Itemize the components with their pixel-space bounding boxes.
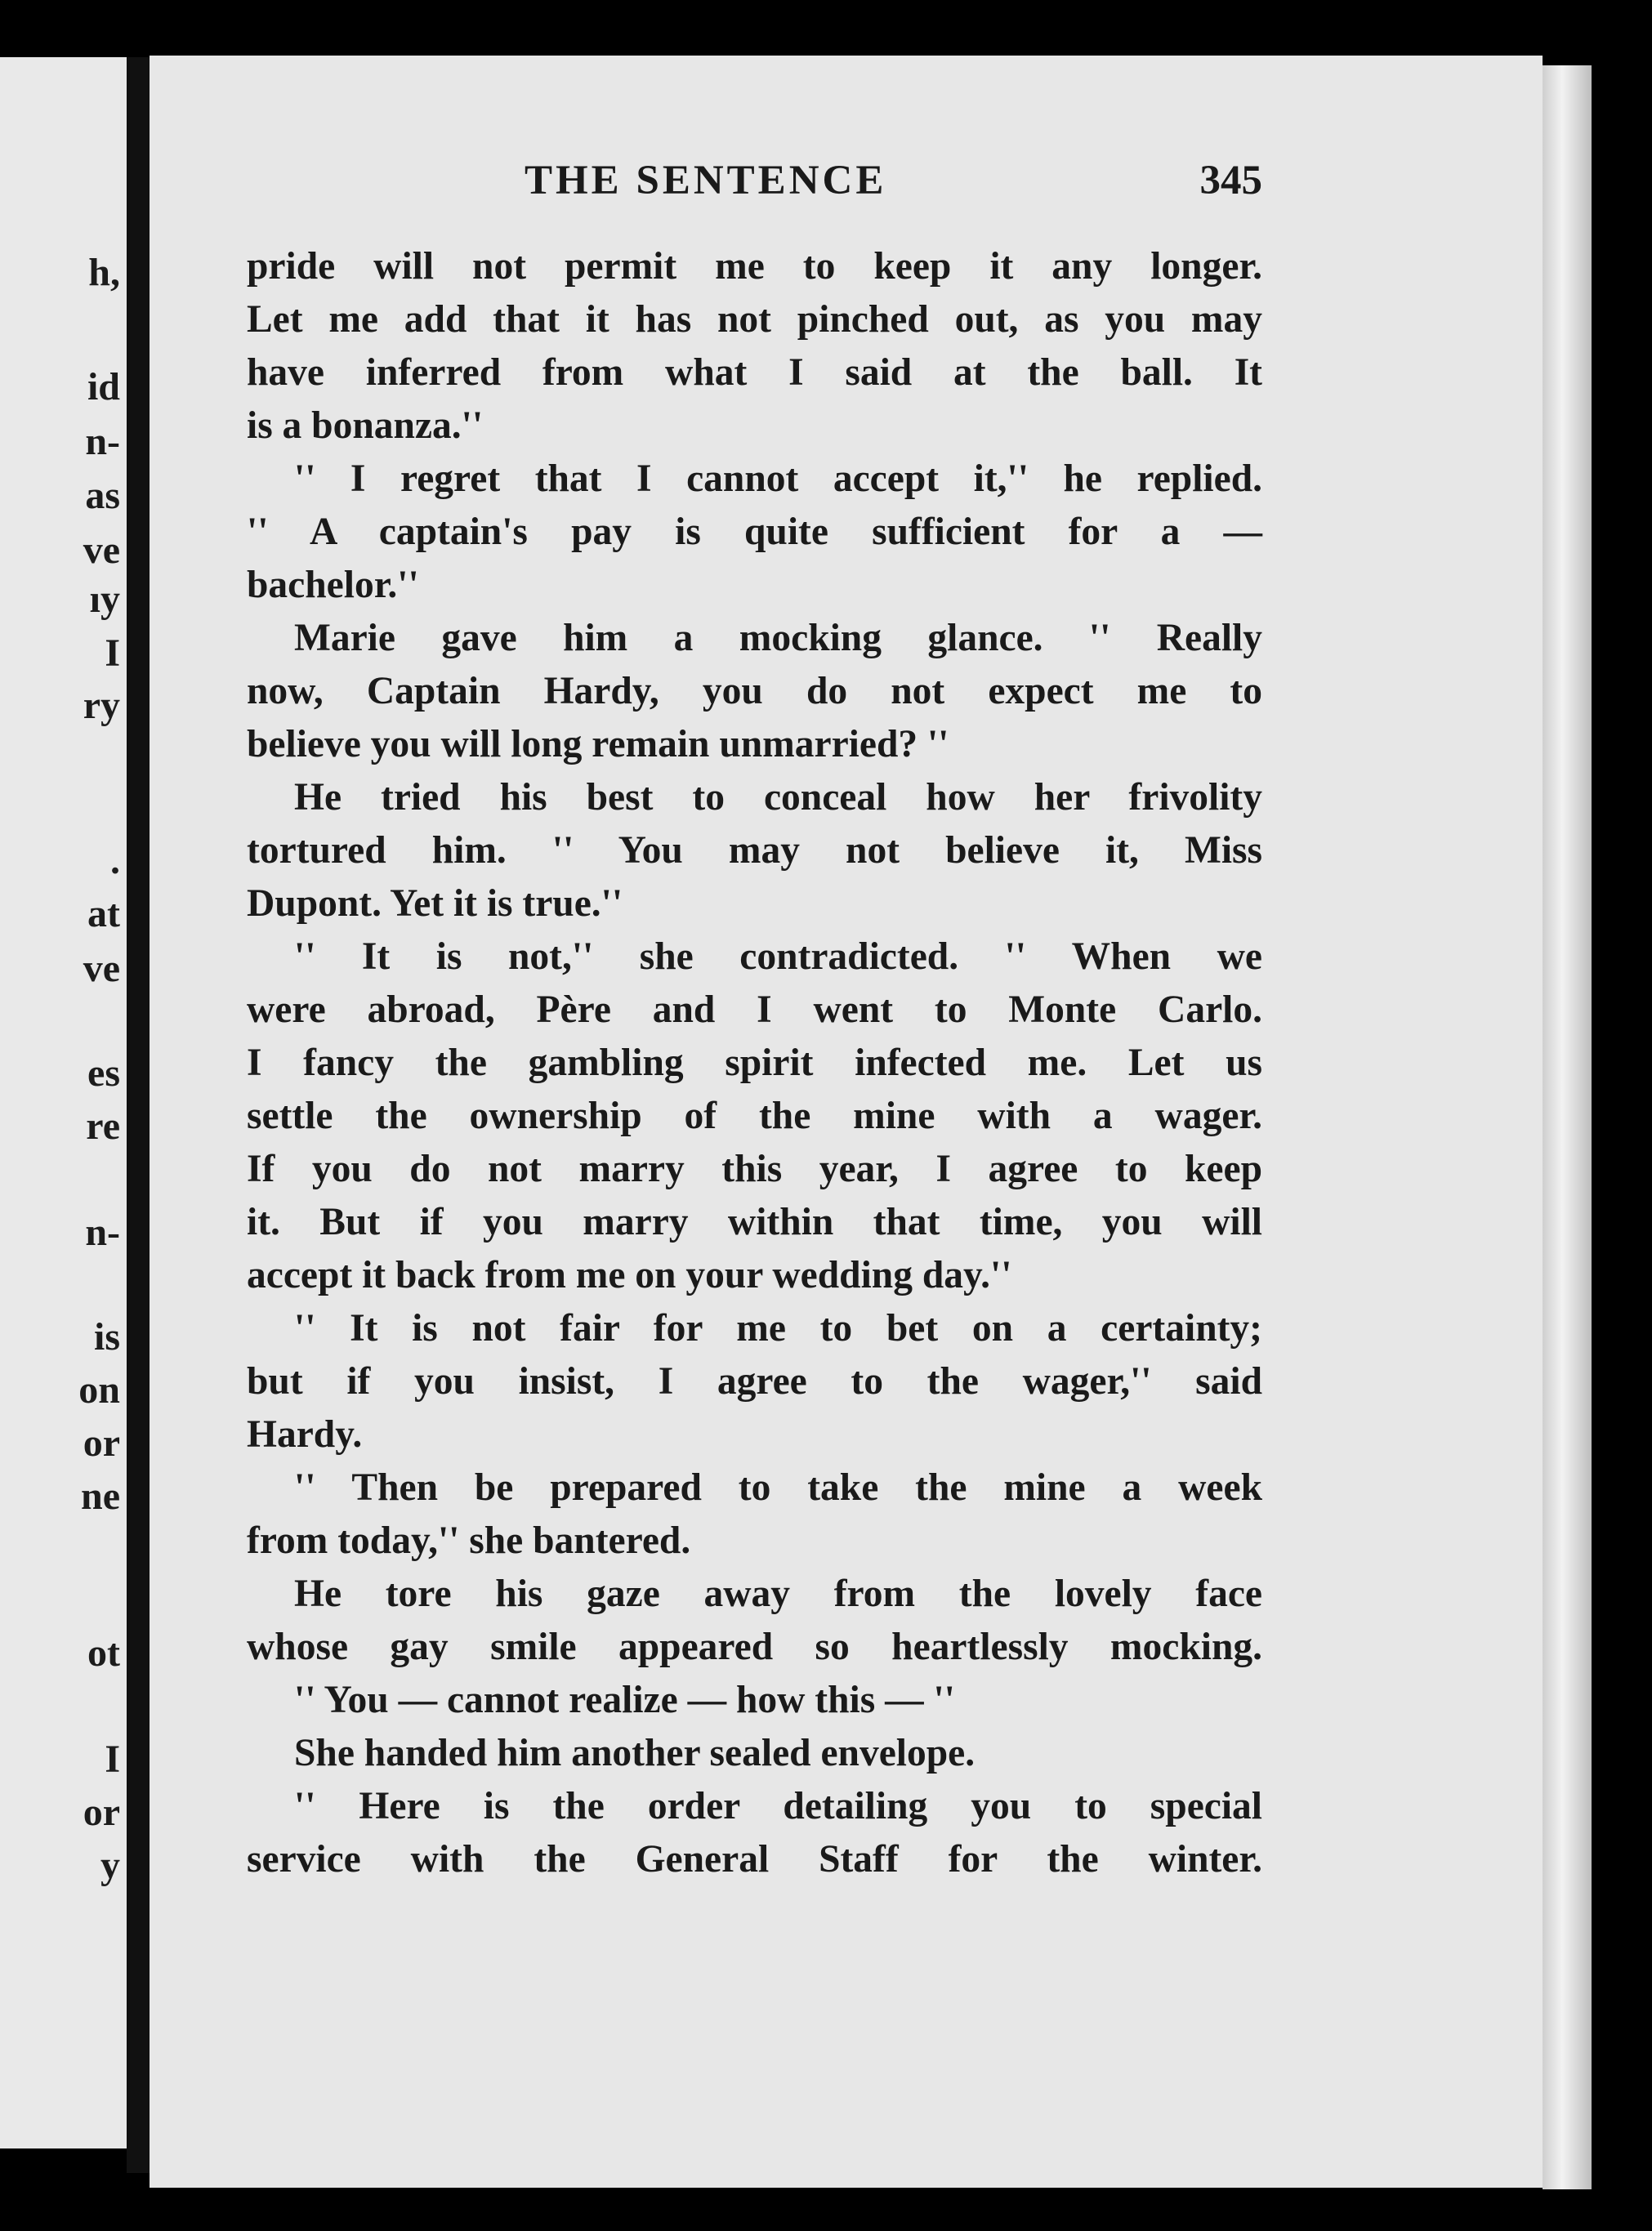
text-line: now, Captain Hardy, you do not expect me to	[247, 670, 1262, 712]
page-number: 345	[1199, 158, 1262, 203]
left-page-fragment: as	[85, 474, 120, 517]
left-page-fragment: es	[87, 1051, 120, 1095]
running-header	[245, 157, 1262, 214]
left-page-fragment: I	[105, 631, 120, 675]
left-page-fragment: ot	[87, 1631, 120, 1675]
left-page-fragment: ne	[81, 1475, 120, 1518]
left-page-fragment: at	[87, 892, 120, 935]
text-line: '' You — cannot realize — how this — ''	[294, 1679, 955, 1721]
body-text	[247, 240, 1262, 1886]
text-line: is a bonanza.''	[247, 404, 484, 447]
left-page-fragment: re	[86, 1104, 120, 1148]
text-line: accept it back from me on your wedding day.''	[247, 1254, 1012, 1296]
text-line: Let me add that it has not pinched out, as you may	[247, 298, 1262, 341]
text-line: Marie gave him a mocking glance. '' Really	[294, 617, 1262, 659]
text-line: it. But if you marry within that time, you will	[247, 1201, 1262, 1243]
text-line: If you do not marry this year, I agree to keep	[247, 1148, 1262, 1190]
left-page-fragment: is	[93, 1315, 120, 1359]
text-line: Dupont. Yet it is true.''	[247, 882, 623, 925]
left-page-fragment: ve	[83, 529, 120, 572]
text-line: service with the General Staff for the winter.	[247, 1838, 1262, 1881]
left-page-fragment: y	[100, 1844, 120, 1887]
text-line: pride will not permit me to keep it any longer.	[247, 245, 1262, 288]
left-page-fragment: or	[83, 1791, 120, 1834]
text-line: '' Then be prepared to take the mine a week	[294, 1466, 1262, 1509]
left-page-fragment: I	[105, 1738, 120, 1781]
page-edge	[1543, 65, 1592, 2189]
text-line: She handed him another sealed envelope.	[294, 1732, 976, 1774]
left-page-fragment: id	[87, 365, 120, 408]
text-line: were abroad, Père and I went to Monte Carlo.	[247, 988, 1262, 1031]
text-line: have inferred from what I said at the ball. It	[247, 351, 1262, 394]
running-title: THE SENTENCE	[525, 158, 887, 203]
text-line: He tore his gaze away from the lovely face	[294, 1573, 1262, 1615]
text-line: from today,'' she bantered.	[247, 1519, 691, 1562]
text-line: '' Here is the order detailing you to special	[294, 1785, 1262, 1827]
text-line: '' I regret that I cannot accept it,'' he replied.	[294, 457, 1262, 500]
left-page-fragment: ry	[83, 684, 120, 727]
adjacent-page	[0, 57, 127, 2148]
book-gutter	[127, 57, 150, 2173]
left-page-fragment: or	[83, 1421, 120, 1465]
left-page-fragment: ıy	[89, 578, 120, 621]
text-line: bachelor.''	[247, 564, 419, 606]
text-line: whose gay smile appeared so heartlessly mocking.	[247, 1626, 1262, 1668]
text-line: believe you will long remain unmarried? ''	[247, 723, 949, 765]
text-line: I fancy the gambling spirit infected me. Let us	[247, 1042, 1262, 1084]
left-page-fragment: h,	[88, 251, 120, 294]
left-page-fragment: .	[110, 839, 120, 882]
text-line: Hardy.	[247, 1413, 363, 1456]
text-line: '' It is not,'' she contradicted. '' When we	[294, 935, 1262, 978]
left-page-fragment: n-	[85, 1211, 120, 1254]
left-page-fragment: ve	[83, 947, 120, 990]
left-page-fragment: n-	[85, 420, 120, 463]
text-line: He tried his best to conceal how her frivolity	[294, 776, 1262, 819]
text-line: tortured him. '' You may not believe it, Miss	[247, 829, 1262, 872]
text-line: but if you insist, I agree to the wager,'' said	[247, 1360, 1262, 1403]
left-page-fragment: on	[78, 1368, 120, 1412]
text-line: '' It is not fair for me to bet on a certainty;	[294, 1307, 1262, 1350]
text-line: '' A captain's pay is quite sufficient for a —	[247, 511, 1262, 553]
text-line: settle the ownership of the mine with a wager.	[247, 1095, 1262, 1137]
